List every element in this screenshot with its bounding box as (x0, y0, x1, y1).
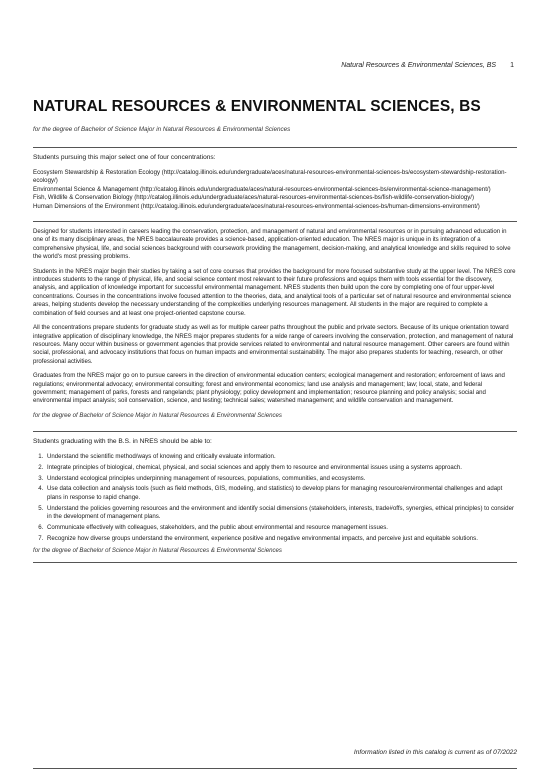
outcome-item: 2. Integrate principles of biological, chemical, physical, and social sciences and apply them to resource and environmental issues using a systems approach. (45, 464, 517, 472)
concentration-link-ecosystem[interactable]: Ecosystem Stewardship & Restoration Ecology (http://catalog.illinois.edu/undergraduate/aces/natural-resources-environmental-sciences-bs/ecosystem-stewardship-restoration-ecology/) (33, 169, 507, 185)
page-title: NATURAL RESOURCES & ENVIRONMENTAL SCIENCES, BS (33, 98, 481, 115)
overview-paragraph: Students in the NRES major begin their studies by taking a set of core courses that provides the background for more focused substantive study at the upper level. The NRES core introduces students to the range of physical, life, and social science content most relevant to their future professions and equips them with tools essential for the discovery, analysis, and application of knowledge important for successful environmental management. NRES students then build upon the core by completing one of four upper-level concentrations. Courses in the concentrations involve focused attention to the theories, data, and analytical tools of a particular set of natural resource and environmental science areas, helping students develop the necessary understanding of the complexities underlying resources management. All students in the major are required to complete a combination of field courses and at least one project-oriented capstone course. (33, 267, 516, 317)
section-divider (33, 431, 517, 432)
running-header (341, 62, 514, 69)
outcome-item: 4. Use data collection and analysis tools (such as field methods, GIS, modeling, and statistics) to develop plans for managing resource/environmental challenges and adapt plans in response to rapid change. (45, 485, 517, 502)
section-divider (33, 147, 517, 148)
concentration-link-human-dimensions[interactable]: Human Dimensions of the Environment (http://catalog.illinois.edu/undergraduate/aces/natural-resources-environmental-sciences-bs/human-dimensions-environment/) (33, 202, 480, 210)
overview-paragraph: Graduates from the NRES major go on to pursue careers in the direction of environmental education centers; ecological management and restoration; enforcement of laws and regulations; environmental advocacy; environmental consulting; forest and environmental economics; land use analysis and management; law; local, state, and federal government; management of parks, forests and rangelands; plant physiology; policy development and implementation; resource planning and policy analysis; social and environmental impact analysis; soil conservation, science, and testing; technical sales; watershed management; and wildlife conservation and management. (33, 372, 505, 405)
overview-footnote: for the degree of Bachelor of Science Major in Natural Resources & Environmental Sciences (33, 411, 282, 419)
outcome-item: 3. Understand ecological principles underpinning management of resources, populations, communities, and ecosystems. (45, 475, 517, 483)
outcomes-list (33, 453, 517, 544)
concentrations-section (33, 147, 517, 215)
overview-paragraph: Designed for students interested in careers leading the conservation, protection, and management of natural and environmental resources or in pursuing advanced education in one of its many disciplinary areas, the NRES baccalaureate provides a science-based, application-oriented education. The NRES major is unique in its integration of a comprehensive physical, life, and social sciences background with coursework providing the management, decision-making, and analytical knowledge and skills required to solve the world's most pressing problems. (33, 228, 511, 261)
catalog-currency-note: Information listed in this catalog is current as of 07/2022 (353, 749, 517, 756)
concentrations-intro: Students pursuing this major select one of four concentrations: (33, 154, 216, 161)
overview-section (33, 221, 517, 431)
overview-paragraph: All the concentrations prepare students for graduate study as well as for multiple career paths throughout the public and private sectors. Because of its unique orientation toward integrative application of disciplinary knowledge, the NRES major prepares students for a wide range of careers involving the conservation, protection, and management of natural resources. Many occur within business or government agencies that provide services related to environmental and natural resource management. Other careers are found within social, professional, and advocacy institutions that focus on human impacts and environmental sustainability. The major also prepares students for teaching, research, or other professional activities. (33, 324, 514, 365)
page-subtitle: for the degree of Bachelor of Science Major in Natural Resources & Environmental Sciences (33, 126, 291, 133)
outcomes-section (33, 431, 517, 568)
outcome-item: 6. Communicate effectively with colleagues, stakeholders, and the public about environmental and resource management issues. (45, 524, 517, 532)
section-divider (33, 562, 517, 563)
outcome-item: 5. Understand the policies governing resources and the environment and identify social dimensions (stakeholders, interests, trade#offs, synergies, ethical principles) to consider in the development of management plans. (45, 505, 517, 522)
outcomes-intro: Students graduating with the B.S. in NRES should be able to: (33, 437, 212, 445)
outcome-item: 7. Recognize how diverse groups understand the environment, experience positive and negative environmental impacts, and perceive just and equitable solutions. (45, 535, 517, 543)
concentration-list (33, 169, 517, 211)
outcomes-footnote: for the degree of Bachelor of Science Major in Natural Resources & Environmental Sciences (33, 547, 282, 555)
concentration-link-environmental-science[interactable]: Environmental Science & Management (http://catalog.illinois.edu/undergraduate/aces/natural-resources-environmental-sciences-bs/environmental-science-management/) (33, 185, 491, 193)
footer-divider (33, 768, 517, 769)
page-body (33, 147, 517, 567)
page-number: 1 (510, 62, 514, 69)
concentration-link-fish-wildlife[interactable]: Fish, Wildlife & Conservation Biology (http://catalog.illinois.edu/undergraduate/aces/natural-resources-environmental-sciences-bs/fish-wildlife-conservation-biology/) (33, 194, 474, 202)
running-title: Natural Resources & Environmental Sciences, BS (341, 62, 497, 69)
outcome-item: 1. Understand the scientific method/ways of knowing and critically evaluate information. (45, 453, 517, 461)
